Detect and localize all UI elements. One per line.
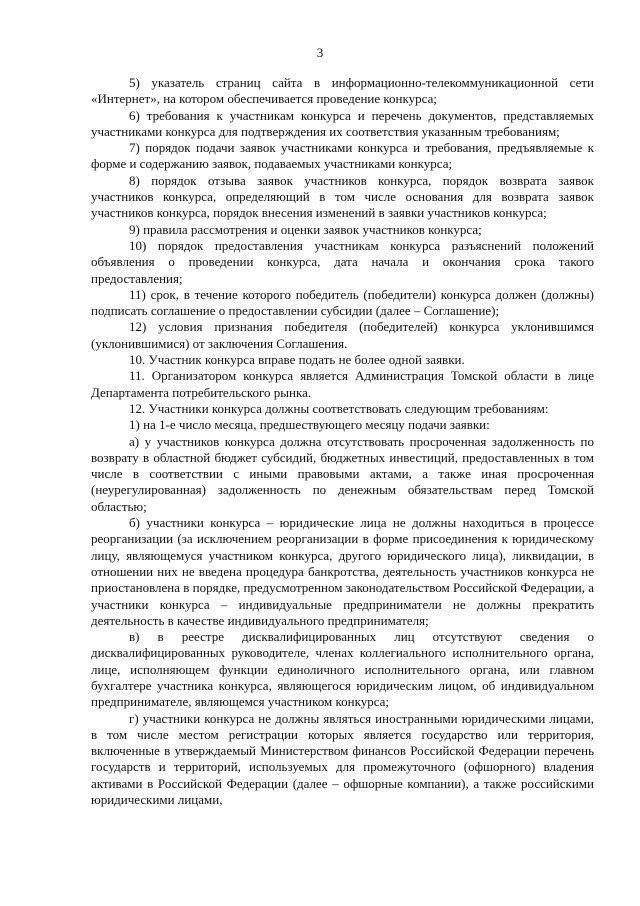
- document-body: [91, 75, 594, 808]
- paragraph: 11) срок, в течение которого победитель (победители) конкурса должен (должны) подписать соглашение о предоставлении субсидии (далее – Соглашение);: [91, 286, 594, 319]
- paragraph: 12. Участники конкурса должны соответствовать следующим требованиям:: [129, 400, 549, 416]
- paragraph: 1) на 1-е число месяца, предшествующего месяцу подачи заявки:: [129, 417, 490, 433]
- paragraph: 10) порядок предоставления участникам конкурса разъяснений положений объявления о проведении конкурса, дата начала и окончания срока такого предоставления;: [91, 237, 594, 286]
- paragraph: 11. Организатором конкурса является Администрация Томской области в лице Департамента потребительского рынка.: [91, 368, 594, 400]
- paragraph: 10. Участник конкурса вправе подать не более одной заявки.: [129, 352, 465, 368]
- paragraph: г) участники конкурса не должны являться иностранными юридическими лицами, в том числе местом регистрации которых является государство или территория, включенные в утверждаемый Министерством финансов Российской Федерации перечень государств и территорий, используемых для промежуточного (офшорного) владения активами в Российской Федерации (далее – офшорные компании), а также российскими юридическими лицами,: [91, 710, 594, 808]
- paragraph: 7) порядок подачи заявок участниками конкурса и требования, предъявляемые к форме и содержанию заявок, подаваемых участниками конкурса;: [91, 140, 594, 172]
- page-number: 3: [316, 45, 324, 60]
- paragraph: 9) правила рассмотрения и оценки заявок участников конкурса;: [129, 221, 482, 237]
- paragraph: 8) порядок отзыва заявок участников конкурса, порядок возврата заявок участников конкурса, определяющий в том числе основания для возврата заявок участников конкурса, порядок внесения изменений в заявки участников конкурса;: [91, 172, 594, 221]
- paragraph: а) у участников конкурса должна отсутствовать просроченная задолженность по возврату в областной бюджет субсидий, бюджетных инвестиций, предоставленных в том числе в соответствии с иными правовыми актами, а также иная просроченная (неурегулированная) задолженность по денежным обязательствам перед Томской областью;: [91, 433, 594, 514]
- paragraph: 6) требования к участникам конкурса и перечень документов, представляемых участниками конкурса для подтверждения их соответствия указанным требованиям;: [91, 107, 594, 139]
- paragraph: 5) указатель страниц сайта в информационно-телекоммуникационной сети «Интернет», на котором обеспечивается проведение конкурса;: [91, 75, 594, 107]
- paragraph: в) в реестре дисквалифицированных лиц отсутствуют сведения о дисквалифицированных руководителе, членах коллегиального исполнительного органа, лице, исполняющем функции единоличного исполнительного органа, или главном бухгалтере участника конкурса, являющегося юридическим лицом, об индивидуальном предпринимателе, являющемся участником конкурса;: [91, 629, 594, 710]
- paragraph: 12) условия признания победителя (победителей) конкурса уклонившимся (уклонившимися) от заключения Соглашения.: [91, 319, 594, 351]
- paragraph: б) участники конкурса – юридические лица не должны находиться в процессе реорганизации (за исключением реорганизации в форме присоединения к юридическому лицу, являющемуся участником конкурса, другого юридического лица), ликвидации, в отношении них не введена процедура банкротства, деятельность участников конкурса не приостановлена в порядке, предусмотренном законодательством Российской Федерации, а участники конкурса – индивидуальные предприниматели не должны прекратить деятельность в качестве индивидуального предпринимателя;: [91, 515, 594, 628]
